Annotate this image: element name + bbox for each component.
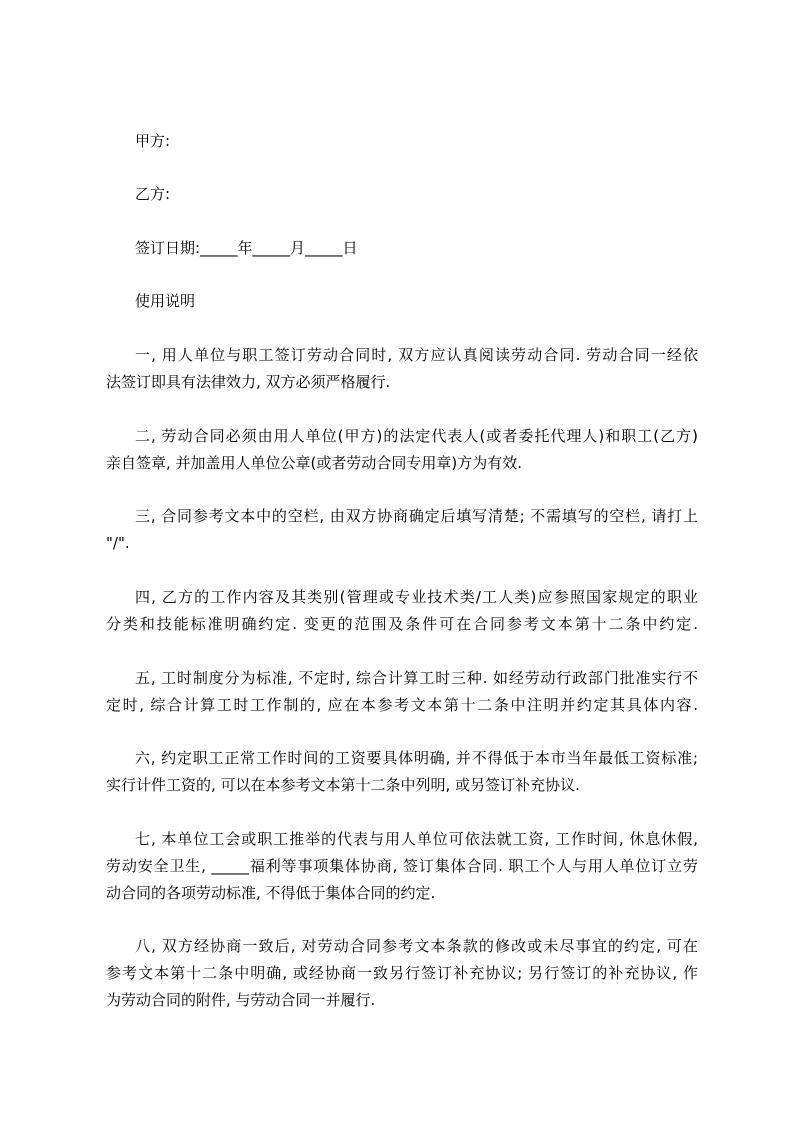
clause-3-line-1: 三, 合同参考文本中的空栏, 由双方协商确定后填写清楚; 不需填写的空栏, 请打上 — [135, 507, 698, 525]
clause-7-line-3: 动合同的各项劳动标准, 不得低于集体合同的约定. — [106, 884, 436, 902]
clause-5-line-2: 定时, 综合计算工时工作制的, 应在本参考文本第十二条中注明并约定其具体内容. — [106, 696, 698, 714]
clause-1-line-1: 一, 用人单位与职工签订劳动合同时, 双方应认真阅读劳动合同. 劳动合同一经依 — [135, 346, 698, 364]
clause-5-line-1: 五, 工时制度分为标准, 不定时, 综合计算工时三种. 如经劳动行政部门批准实行不 — [135, 669, 698, 687]
clause-1-line-2: 法签订即具有法律效力, 双方必须严格履行. — [106, 373, 391, 391]
clause-8-line-3: 为劳动合同的附件, 与劳动合同一并履行. — [106, 991, 376, 1009]
clause-2-line-1: 二, 劳动合同必须由用人单位(甲方)的法定代表人(或者委托代理人)和职工(乙方) — [135, 427, 698, 445]
clause-7-line-2: 劳动安全卫生, _____福利等事项集体协商, 签订集体合同. 职工个人与用人单位订立劳 — [106, 857, 698, 875]
clause-2-line-2: 亲自签章, 并加盖用人单位公章(或者劳动合同专用章)方为有效. — [106, 454, 523, 472]
clause-8-line-2: 参考文本第十二条中明确, 或经协商一致另行签订补充协议; 另行签订的补充协议, 作 — [106, 964, 698, 982]
usage-title: 使用说明 — [135, 292, 196, 310]
clause-4-line-1: 四, 乙方的工作内容及其类别(管理或专业技术类/工人类)应参照国家规定的职业 — [135, 588, 698, 606]
sign-date-line: 签订日期:_____年_____月_____日 — [135, 239, 358, 257]
clause-4-line-2: 分类和技能标准明确约定. 变更的范围及条件可在合同参考文本第十二条中约定. — [106, 615, 698, 633]
clause-6-line-1: 六, 约定职工正常工作时间的工资要具体明确, 并不得低于本市当年最低工资标准; — [135, 749, 698, 767]
clause-6-line-2: 实行计件工资的, 可以在本参考文本第十二条中列明, 或另签订补充协议. — [106, 776, 580, 794]
clause-7-line-1: 七, 本单位工会或职工推举的代表与用人单位可依法就工资, 工作时间, 休息休假, — [135, 830, 698, 848]
party-a-label: 甲方: — [135, 132, 171, 150]
clause-3-line-2: "/". — [106, 534, 130, 552]
party-b-label: 乙方: — [135, 185, 171, 203]
clause-8-line-1: 八, 双方经协商一致后, 对劳动合同参考文本条款的修改或未尽事宜的约定, 可在 — [135, 937, 698, 955]
